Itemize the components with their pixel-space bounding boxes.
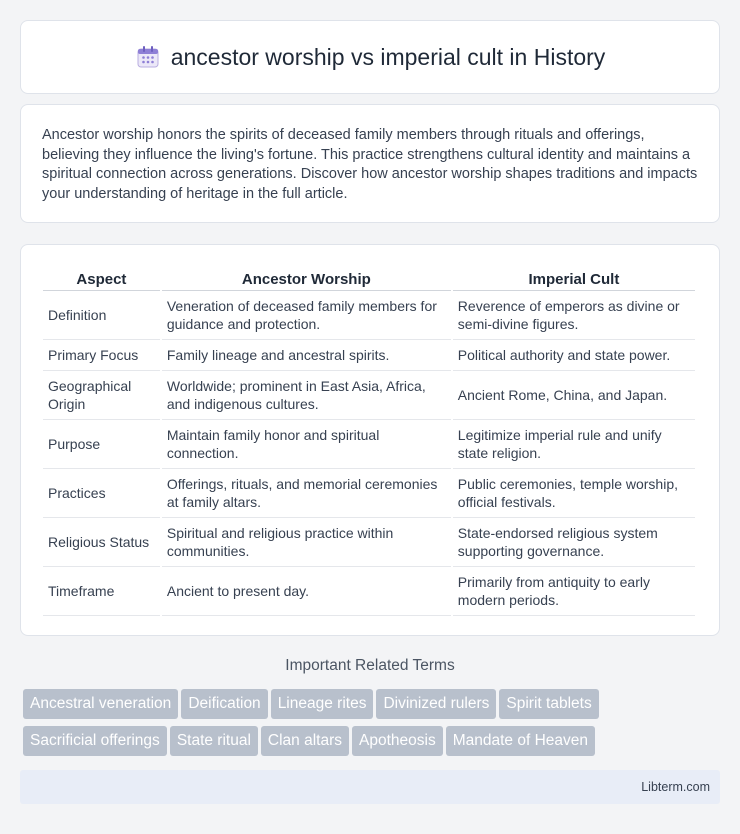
page-title: ancestor worship vs imperial cult in History	[170, 43, 606, 70]
table-cell-ancestor-worship: Family lineage and ancestral spirits.	[162, 340, 451, 371]
column-header-aspect: Aspect	[43, 265, 160, 291]
table-cell-imperial-cult: Ancient Rome, China, and Japan.	[453, 371, 695, 420]
table-row	[43, 420, 695, 469]
tag-apotheosis[interactable]: Apotheosis	[352, 726, 443, 756]
table-cell-imperial-cult: Public ceremonies, temple worship, official festivals.	[453, 469, 695, 518]
tag-lineage-rites[interactable]: Lineage rites	[271, 689, 374, 719]
table-cell-ancestor-worship: Maintain family honor and spiritual connection.	[162, 420, 451, 469]
footer	[20, 770, 720, 804]
footer-site-link[interactable]: Libterm.com	[641, 780, 710, 794]
tag-spirit-tablets[interactable]: Spirit tablets	[499, 689, 598, 719]
table-cell-aspect: Timeframe	[43, 567, 160, 616]
table-cell-aspect: Practices	[43, 469, 160, 518]
table-cell-aspect: Definition	[43, 291, 160, 340]
header-card	[20, 20, 720, 94]
tag-divinized-rulers[interactable]: Divinized rulers	[376, 689, 496, 719]
table-header-row	[43, 265, 695, 291]
table-row	[43, 518, 695, 567]
table-cell-imperial-cult: Primarily from antiquity to early modern periods.	[453, 567, 695, 616]
tag-ancestral-veneration[interactable]: Ancestral veneration	[23, 689, 178, 719]
table-cell-imperial-cult: Legitimize imperial rule and unify state religion.	[453, 420, 695, 469]
table-cell-aspect: Geographical Origin	[43, 371, 160, 420]
table-cell-ancestor-worship: Offerings, rituals, and memorial ceremonies at family altars.	[162, 469, 451, 518]
table-cell-aspect: Primary Focus	[43, 340, 160, 371]
tag-mandate-of-heaven[interactable]: Mandate of Heaven	[446, 726, 595, 756]
comparison-table-card	[20, 244, 720, 636]
related-terms-tags	[23, 689, 723, 763]
table-row	[43, 371, 695, 420]
related-terms-title: Important Related Terms	[285, 657, 455, 674]
table-cell-ancestor-worship: Spiritual and religious practice within communities.	[162, 518, 451, 567]
column-header-ancestor-worship: Ancestor Worship	[162, 265, 451, 291]
table-row	[43, 291, 695, 340]
table-cell-ancestor-worship: Ancient to present day.	[162, 567, 451, 616]
table-cell-imperial-cult: State-endorsed religious system supporting governance.	[453, 518, 695, 567]
tag-clan-altars[interactable]: Clan altars	[261, 726, 349, 756]
table-row	[43, 469, 695, 518]
table-cell-imperial-cult: Political authority and state power.	[453, 340, 695, 371]
calendar-icon	[135, 44, 161, 70]
table-cell-ancestor-worship: Veneration of deceased family members for guidance and protection.	[162, 291, 451, 340]
intro-text: Ancestor worship honors the spirits of deceased family members through rituals and offerings, believing they influence the living's fortune. This practice strengthens cultural identity and maintains a spiritual connection across generations. Discover how ancestor worship shapes traditions and impacts your understanding of heritage in the full article.	[42, 127, 698, 202]
table-cell-aspect: Purpose	[43, 420, 160, 469]
table-row	[43, 567, 695, 616]
tag-state-ritual[interactable]: State ritual	[170, 726, 258, 756]
column-header-imperial-cult: Imperial Cult	[453, 265, 695, 291]
tag-sacrificial-offerings[interactable]: Sacrificial offerings	[23, 726, 167, 756]
table-cell-aspect: Religious Status	[43, 518, 160, 567]
table-row	[43, 340, 695, 371]
table-cell-ancestor-worship: Worldwide; prominent in East Asia, Africa, and indigenous cultures.	[162, 371, 451, 420]
table-cell-imperial-cult: Reverence of emperors as divine or semi-divine figures.	[453, 291, 695, 340]
comparison-table	[41, 265, 697, 616]
tag-deification[interactable]: Deification	[181, 689, 267, 719]
intro-card	[20, 104, 720, 223]
